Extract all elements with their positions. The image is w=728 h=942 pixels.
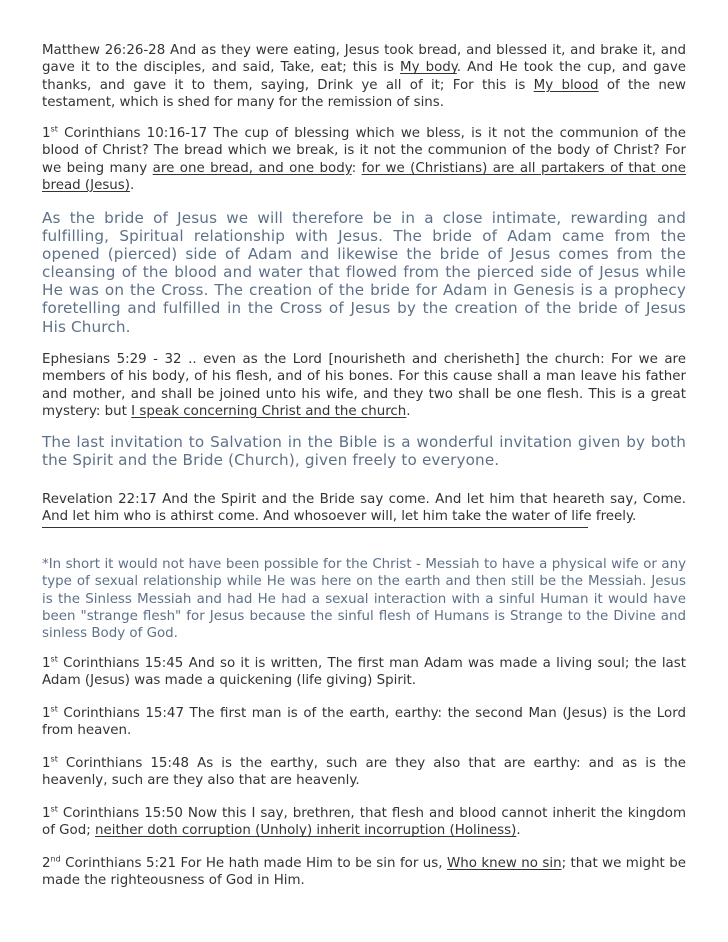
text-run: . [516, 823, 521, 839]
text-run: . [406, 403, 411, 419]
text-run: Corinthians 15:48 As is the earthy, such are they also that are earthy: and as is the heavenly, such are they also that are heavenly. [42, 756, 686, 789]
text-run: of the new testament, which is shed for many for the remission of sins. [42, 77, 686, 110]
underlined-phrase: for we (Christians) are all partakers of that one bread (Jesus) [42, 160, 686, 193]
paragraph-1-corinthians-15-50 [42, 805, 686, 840]
ordinal-suffix: st [50, 804, 58, 814]
paragraph-ephesians-5 [42, 351, 686, 420]
text-run: . And He took the cup, and gave thanks, and gave it to them, saying, Drink ye all of it; For this is [42, 60, 686, 93]
ordinal-number: 1 [42, 126, 51, 141]
ordinal-number: 1 [42, 706, 51, 721]
text-run: Corinthians 15:47 The first man is of the earth, earthy: the second Man (Jesus) is the Lord from heaven. [42, 706, 686, 739]
ordinal-number: 1 [42, 806, 51, 821]
underlined-phrase: I speak concerning Christ and the church [131, 403, 407, 419]
ordinal-suffix: st [50, 124, 58, 134]
ordinal-number: 1 [42, 656, 51, 671]
divider-line [42, 527, 588, 528]
text-run: Corinthians 10:16-17 The cup of blessing which we bless, is it not the communion of the blood of Christ? The bread which we break, is it not the communion of the body of Christ? For we being many [42, 126, 686, 176]
ordinal-suffix: st [50, 654, 58, 664]
paragraph-1-corinthians-10 [42, 125, 686, 194]
paragraph-2-corinthians-5 [42, 855, 686, 890]
ordinal-number: 1 [42, 756, 51, 771]
commentary-bride-of-jesus: As the bride of Jesus we will therefore be in a close intimate, rewarding and fulfilling, Spiritual relationship with Jesus. The bride of Adam came from the opened (pierced) side of Adam and likewise the bride of Jesus comes from the cleansing of the blood and water that flowed from the pierced side of Jesus while He was on the Cross. The creation of the bride for Adam in Genesis is a prophecy foretelling and fulfilled in the Cross of Jesus by the creation of the bride of Jesus His Church. [42, 209, 686, 336]
text-run: Ephesians 5:29 - 32 .. even as the Lord [nourisheth and cherisheth] the church: For we are members of his body, of his flesh, and of his bones. For this cause shall a man leave his father and mother, and shall be joined unto his wife, and they two shall be one flesh. This is a great mystery: but [42, 352, 686, 419]
underlined-phrase: My body [400, 60, 457, 76]
text-run: ; that we might be made the righteousness of God in Him. [42, 856, 687, 889]
text-run: Corinthians 15:50 Now this I say, brethren, that flesh and blood cannot inherit the kingdom of God; [42, 806, 686, 839]
paragraph-1-corinthians-15-45 [42, 655, 686, 690]
text-run: Corinthians 5:21 For He hath made Him to be sin for us, [60, 856, 447, 871]
text-run: Corinthians 15:45 And so it is written, The first man Adam was made a living soul; the last Adam (Jesus) was made a quickening (life giving) Spirit. [42, 656, 686, 689]
text-run: Matthew 26:26-28 And as they were eating, Jesus took bread, and blessed it, and brake it, and gave it to the disciples, and said, Take, eat; this is [42, 43, 686, 76]
paragraph-matthew-26 [42, 42, 686, 111]
underlined-phrase: My blood [533, 77, 599, 93]
paragraph-1-corinthians-15-48 [42, 755, 686, 790]
note-in-short: *In short it would not have been possible for the Christ - Messiah to have a physical wife or any type of sexual relationship while He was here on the earth and then still be the Messiah. Jesus is the Sinless Messiah and had He had a sexual interaction with a sinful Human it would have been "strange flesh" for Jesus because the sinful flesh of Humans is Strange to the Divine and sinless Body of God. [42, 557, 686, 642]
underlined-phrase: are one bread, and one body [152, 160, 352, 176]
commentary-last-invitation: The last invitation to Salvation in the Bible is a wonderful invitation given by both the Spirit and the Bride (Church), given freely to everyone. [42, 433, 686, 470]
ordinal-suffix: nd [50, 854, 61, 864]
ordinal-number: 2 [42, 856, 51, 871]
text-run: . [130, 177, 135, 193]
ordinal-suffix: st [50, 754, 58, 764]
underlined-phrase: neither doth corruption (Unholy) inherit incorruption (Holiness) [95, 823, 517, 839]
text-run: : [351, 160, 362, 176]
paragraph-revelation-22-block [42, 491, 686, 528]
paragraph-1-corinthians-15-47 [42, 705, 686, 740]
ordinal-suffix: st [50, 704, 58, 714]
paragraph-revelation-22: Revelation 22:17 And the Spirit and the Bride say come. And let him that heareth say, Come. And let him who is athirst come. And whosoever will, let him take the water of life freely. [42, 492, 686, 525]
underlined-phrase: Who knew no sin [446, 856, 562, 871]
